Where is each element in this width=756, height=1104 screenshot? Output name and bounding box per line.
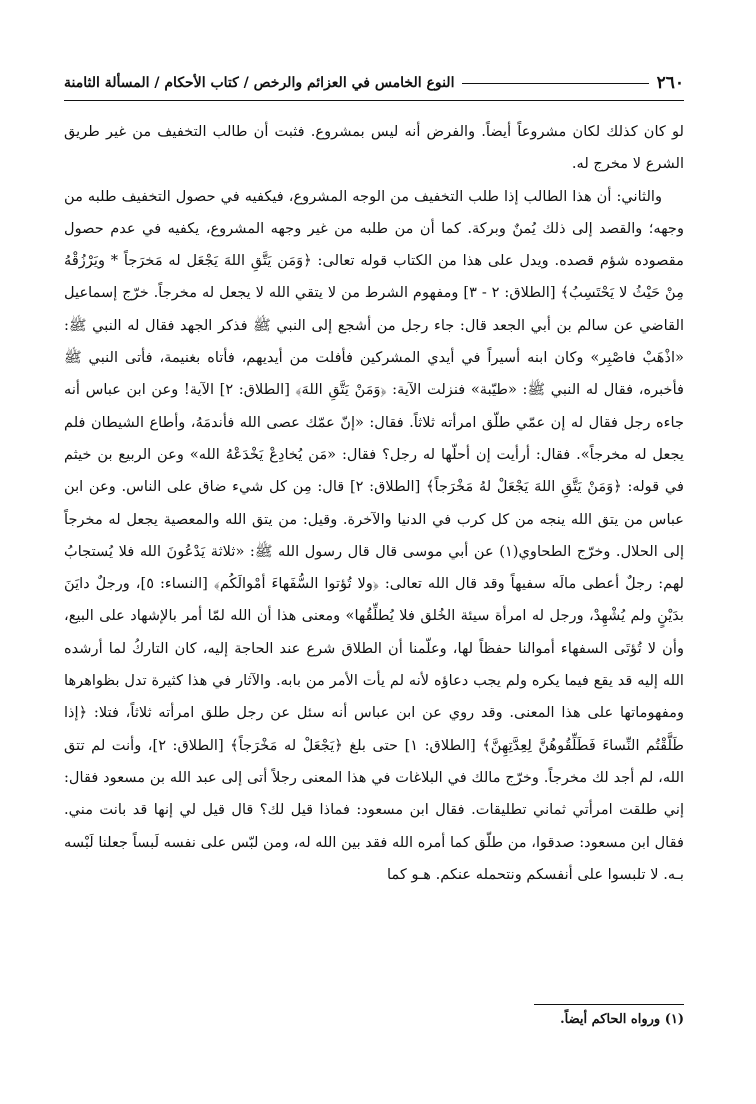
footnote: (١) ورواه الحاكم أيضاً. bbox=[560, 1012, 684, 1027]
body-text bbox=[64, 116, 684, 891]
footnote-divider bbox=[534, 1004, 684, 1005]
header-dash-line bbox=[462, 83, 648, 84]
page-number: ٢٦٠ bbox=[656, 73, 684, 93]
paragraph-continuation: لو كان كذلك لكان مشروعاً أيضاً. والفرض أنه ليس بمشروع. فثبت أن طالب التخفيف من غير طريق الشرع لا مخرج له. bbox=[64, 123, 684, 173]
page-header bbox=[64, 66, 684, 101]
book-page bbox=[64, 66, 684, 1046]
running-title: النوع الخامس في العزائم والرخص / كتاب الأحكام / المسألة الثامنة bbox=[64, 75, 455, 91]
paragraph-second-point: والثاني: أن هذا الطالب إذا طلب التخفيف من الوجه المشروع، فيكفيه في حصول التخفيف طلبه من وجهه؛ والقصد إلى ذلك يُمنٌ وبركة. كما أن من طلبه من غير وجهه المشروع، يكفيه في عدم حصول مقصوده شؤم قصده. ويدل على هذا من الكتاب قوله تعالى: ﴿وَمَن يَتَّقِ اللهَ يَجْعَل له مَخرَجاً * ويَرْزُقْهُ مِنْ حَيْثُ لا يَحْتَسِبُ﴾ [الطلاق: ٢ - ٣] ومفهوم الشرط من لا يتقي الله لا يجعل له مخرجاً. خرّج إسماعيل القاضي عن سالم بن أبي الجعد قال: جاء رجل من أشجع إلى النبي ﷺ فذكر الجهد فقال له النبي ﷺ: «اذْهَبْ فاصْبِر» وكان ابنه أسيراً في أيدي المشركين فأفلت من أيديهم، فأتاه بغنيمة، فأتى النبي ﷺ فأخبره، فقال له النبي ﷺ: «طيّبة» فنزلت الآية: ﴿وَمَنْ يَتَّقِ اللهَ﴾ [الطلاق: ٢] الآية! وعن ابن عباس أنه جاءه رجل فقال له إن عمّي طلّق امرأته ثلاثاً. فقال: «إنّ عمّك عصى الله فأندمَهُ، وأطاع الشيطان فلم يجعل له مخرجاً». فقال: أرأيت إن أحلّها له رجل؟ فقال: «مَن يُخادِعْ يَخْدَعْهُ الله» وعن الربيع بن خيثم في قوله: ﴿وَمَنْ يَتَّقِ اللهَ يَجْعَلْ لهُ مَخْرَجاً﴾ [الطلاق: ٢] قال: مِن كل شيء ضاق على الناس. وعن ابن عباس من يتق الله ينجه من كل كرب في الدنيا والآخرة. وقيل: من يتق الله والمعصية يجعل له مخرجاً إلى الحلال. وخرّج الطحاوي(١) عن أبي موسى قال قال رسول الله ﷺ: «ثلاثة يَدْعُونَ الله فلا يُستجابُ لهم: رجلٌ أعطى مالَه سفيهاً وقد قال الله تعالى: ﴿ولا تُؤتوا السُّفَهاءَ أمْوالَكُم﴾ [النساء: ٥]، ورجلٌ دايَنَ بدَيْنٍ ولم يُشْهِدْ، ورجل له امرأة سيئة الخُلق فلا يُطلِّقُها» ومعنى هذا أن الله لمّا أمر بالإشهاد على البيع، وأن لا تُؤتَى السفهاء أموالنا حفظاً لها، وعلّمنا أن الطلاق شرع عند الحاجة إليه، كان التاركُ لما أرشده الله إليه قد يقع فيما يكره ولم يجب دعاؤه لأنه لم يأت الأمر من بابه. والآثار في هذا كثيرة تدل بظواهرها ومفهوماتها على هذا المعنى. وقد روي عن ابن عباس أنه سئل عن رجل طلق امرأته ثلاثاً، فتلا: ﴿إذا طَلَّقْتُم النِّساءَ فَطَلِّقُوهُنَّ لِعِدَّتِهِنَّ﴾ [الطلاق: ١] حتى بلغ ﴿يَجْعَلْ له مَخْرَجاً﴾ [الطلاق: ٢]، وأنت لم تتق الله، لم أجد لك مخرجاً. وخرّج مالك في البلاغات في هذا المعنى رجلاً أتى إلى عبد الله بن مسعود فقال: إني طلقت امرأتي ثماني تطليقات. فقال ابن مسعود: فماذا قيل لك؟ قال قيل لي إنها قد بانت مني. فقال ابن مسعود: صدقوا، من طلّق كما أمره الله فقد بين الله له، ومن لبّس على نفسه لَبساً جعلنا لَبْسه بـه. لا تلبسوا على أنفسكم ونتحمله عنكم. هـو كما bbox=[64, 187, 685, 883]
